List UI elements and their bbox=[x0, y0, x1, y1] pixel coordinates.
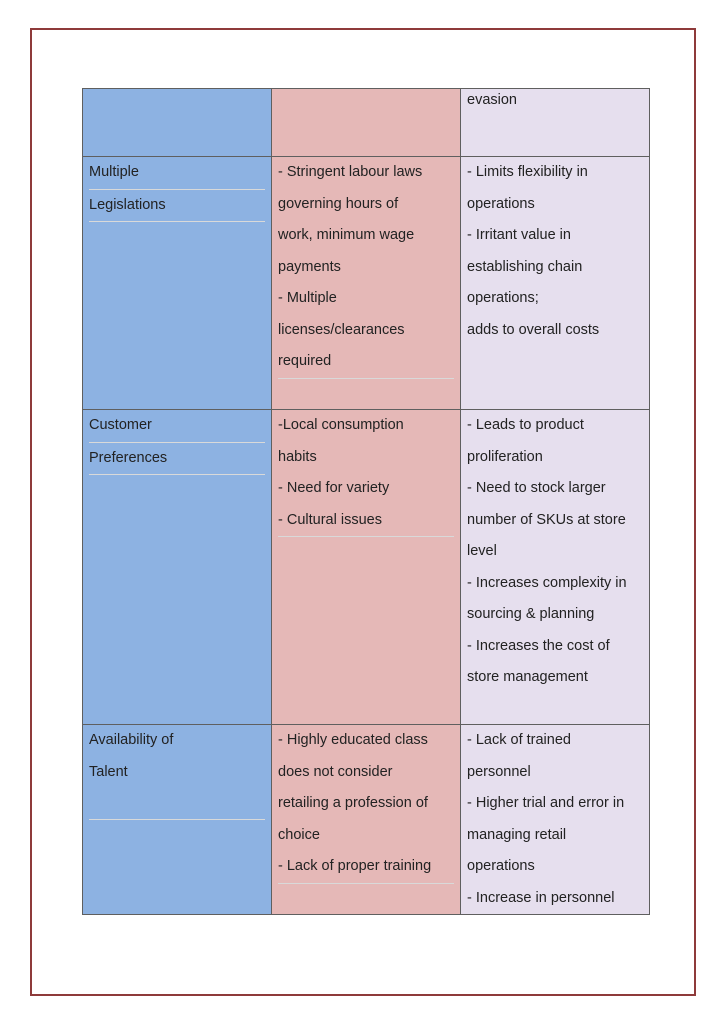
impact-cell bbox=[461, 157, 650, 410]
cell-line: - Lack of trained bbox=[467, 732, 571, 748]
impact-cell bbox=[461, 725, 650, 915]
impact-cell bbox=[461, 89, 650, 157]
cell-line: payments bbox=[278, 258, 341, 275]
cell-line: - Need for variety bbox=[278, 480, 390, 496]
cell-line: managing retail bbox=[467, 826, 567, 843]
cell-line: - Cultural issues bbox=[278, 505, 454, 538]
table-row bbox=[83, 89, 650, 157]
cell-line: establishing chain bbox=[467, 258, 583, 275]
impact-cell bbox=[461, 410, 650, 725]
cell-line: Legislations bbox=[89, 190, 265, 223]
cell-line: personnel bbox=[467, 763, 531, 780]
cell-line: - Increases complexity in bbox=[467, 574, 627, 591]
cell-line: proliferation bbox=[467, 448, 543, 465]
cell-line: evasion bbox=[467, 92, 517, 108]
cell-line: operations; bbox=[467, 290, 539, 306]
cell-line: -Local consumption bbox=[278, 417, 404, 433]
cell-line: - Multiple bbox=[278, 290, 337, 306]
cell-line: level bbox=[467, 543, 497, 559]
cell-line: - Leads to product bbox=[467, 417, 584, 433]
cell-line: habits bbox=[278, 448, 317, 465]
cell-line: - Limits flexibility in bbox=[467, 164, 588, 180]
cell-line: does not consider bbox=[278, 763, 393, 780]
table-row bbox=[83, 410, 650, 725]
description-cell bbox=[272, 89, 461, 157]
cell-line: Customer bbox=[89, 410, 265, 443]
cell-line: Talent bbox=[89, 763, 128, 780]
cell-line: store management bbox=[467, 669, 588, 685]
cell-line: sourcing & planning bbox=[467, 606, 595, 622]
cell-line: Availability of bbox=[89, 732, 174, 748]
challenges-table bbox=[82, 88, 650, 915]
cell-line: - Increase in personnel bbox=[467, 889, 615, 906]
cell-line: - Lack of proper training bbox=[278, 851, 454, 884]
cell-line: retailing a profession of bbox=[278, 795, 428, 811]
factor-cell bbox=[83, 157, 272, 410]
description-cell bbox=[272, 157, 461, 410]
factor-cell bbox=[83, 410, 272, 725]
table-row bbox=[83, 725, 650, 915]
cell-line: choice bbox=[278, 826, 320, 843]
cell-line: - Increases the cost of bbox=[467, 637, 610, 654]
cell-line: work, minimum wage bbox=[278, 227, 415, 243]
description-cell bbox=[272, 725, 461, 915]
cell-line: Multiple bbox=[89, 157, 265, 190]
description-cell bbox=[272, 410, 461, 725]
cell-line: operations bbox=[467, 858, 535, 874]
cell-line bbox=[89, 788, 265, 820]
cell-line: - Highly educated class bbox=[278, 732, 428, 748]
cell-line: - Irritant value in bbox=[467, 227, 571, 243]
cell-line: number of SKUs at store bbox=[467, 511, 626, 528]
cell-line: - Need to stock larger bbox=[467, 480, 606, 496]
cell-line: Preferences bbox=[89, 443, 265, 476]
table-row bbox=[83, 157, 650, 410]
cell-line: - Stringent labour laws bbox=[278, 164, 423, 180]
factor-cell bbox=[83, 725, 272, 915]
cell-line: licenses/clearances bbox=[278, 321, 405, 338]
cell-line: governing hours of bbox=[278, 195, 399, 212]
cell-line: adds to overall costs bbox=[467, 321, 600, 338]
cell-line: required bbox=[278, 346, 454, 379]
factor-cell bbox=[83, 89, 272, 157]
cell-line: operations bbox=[467, 195, 535, 212]
cell-line: - Higher trial and error in bbox=[467, 795, 625, 811]
